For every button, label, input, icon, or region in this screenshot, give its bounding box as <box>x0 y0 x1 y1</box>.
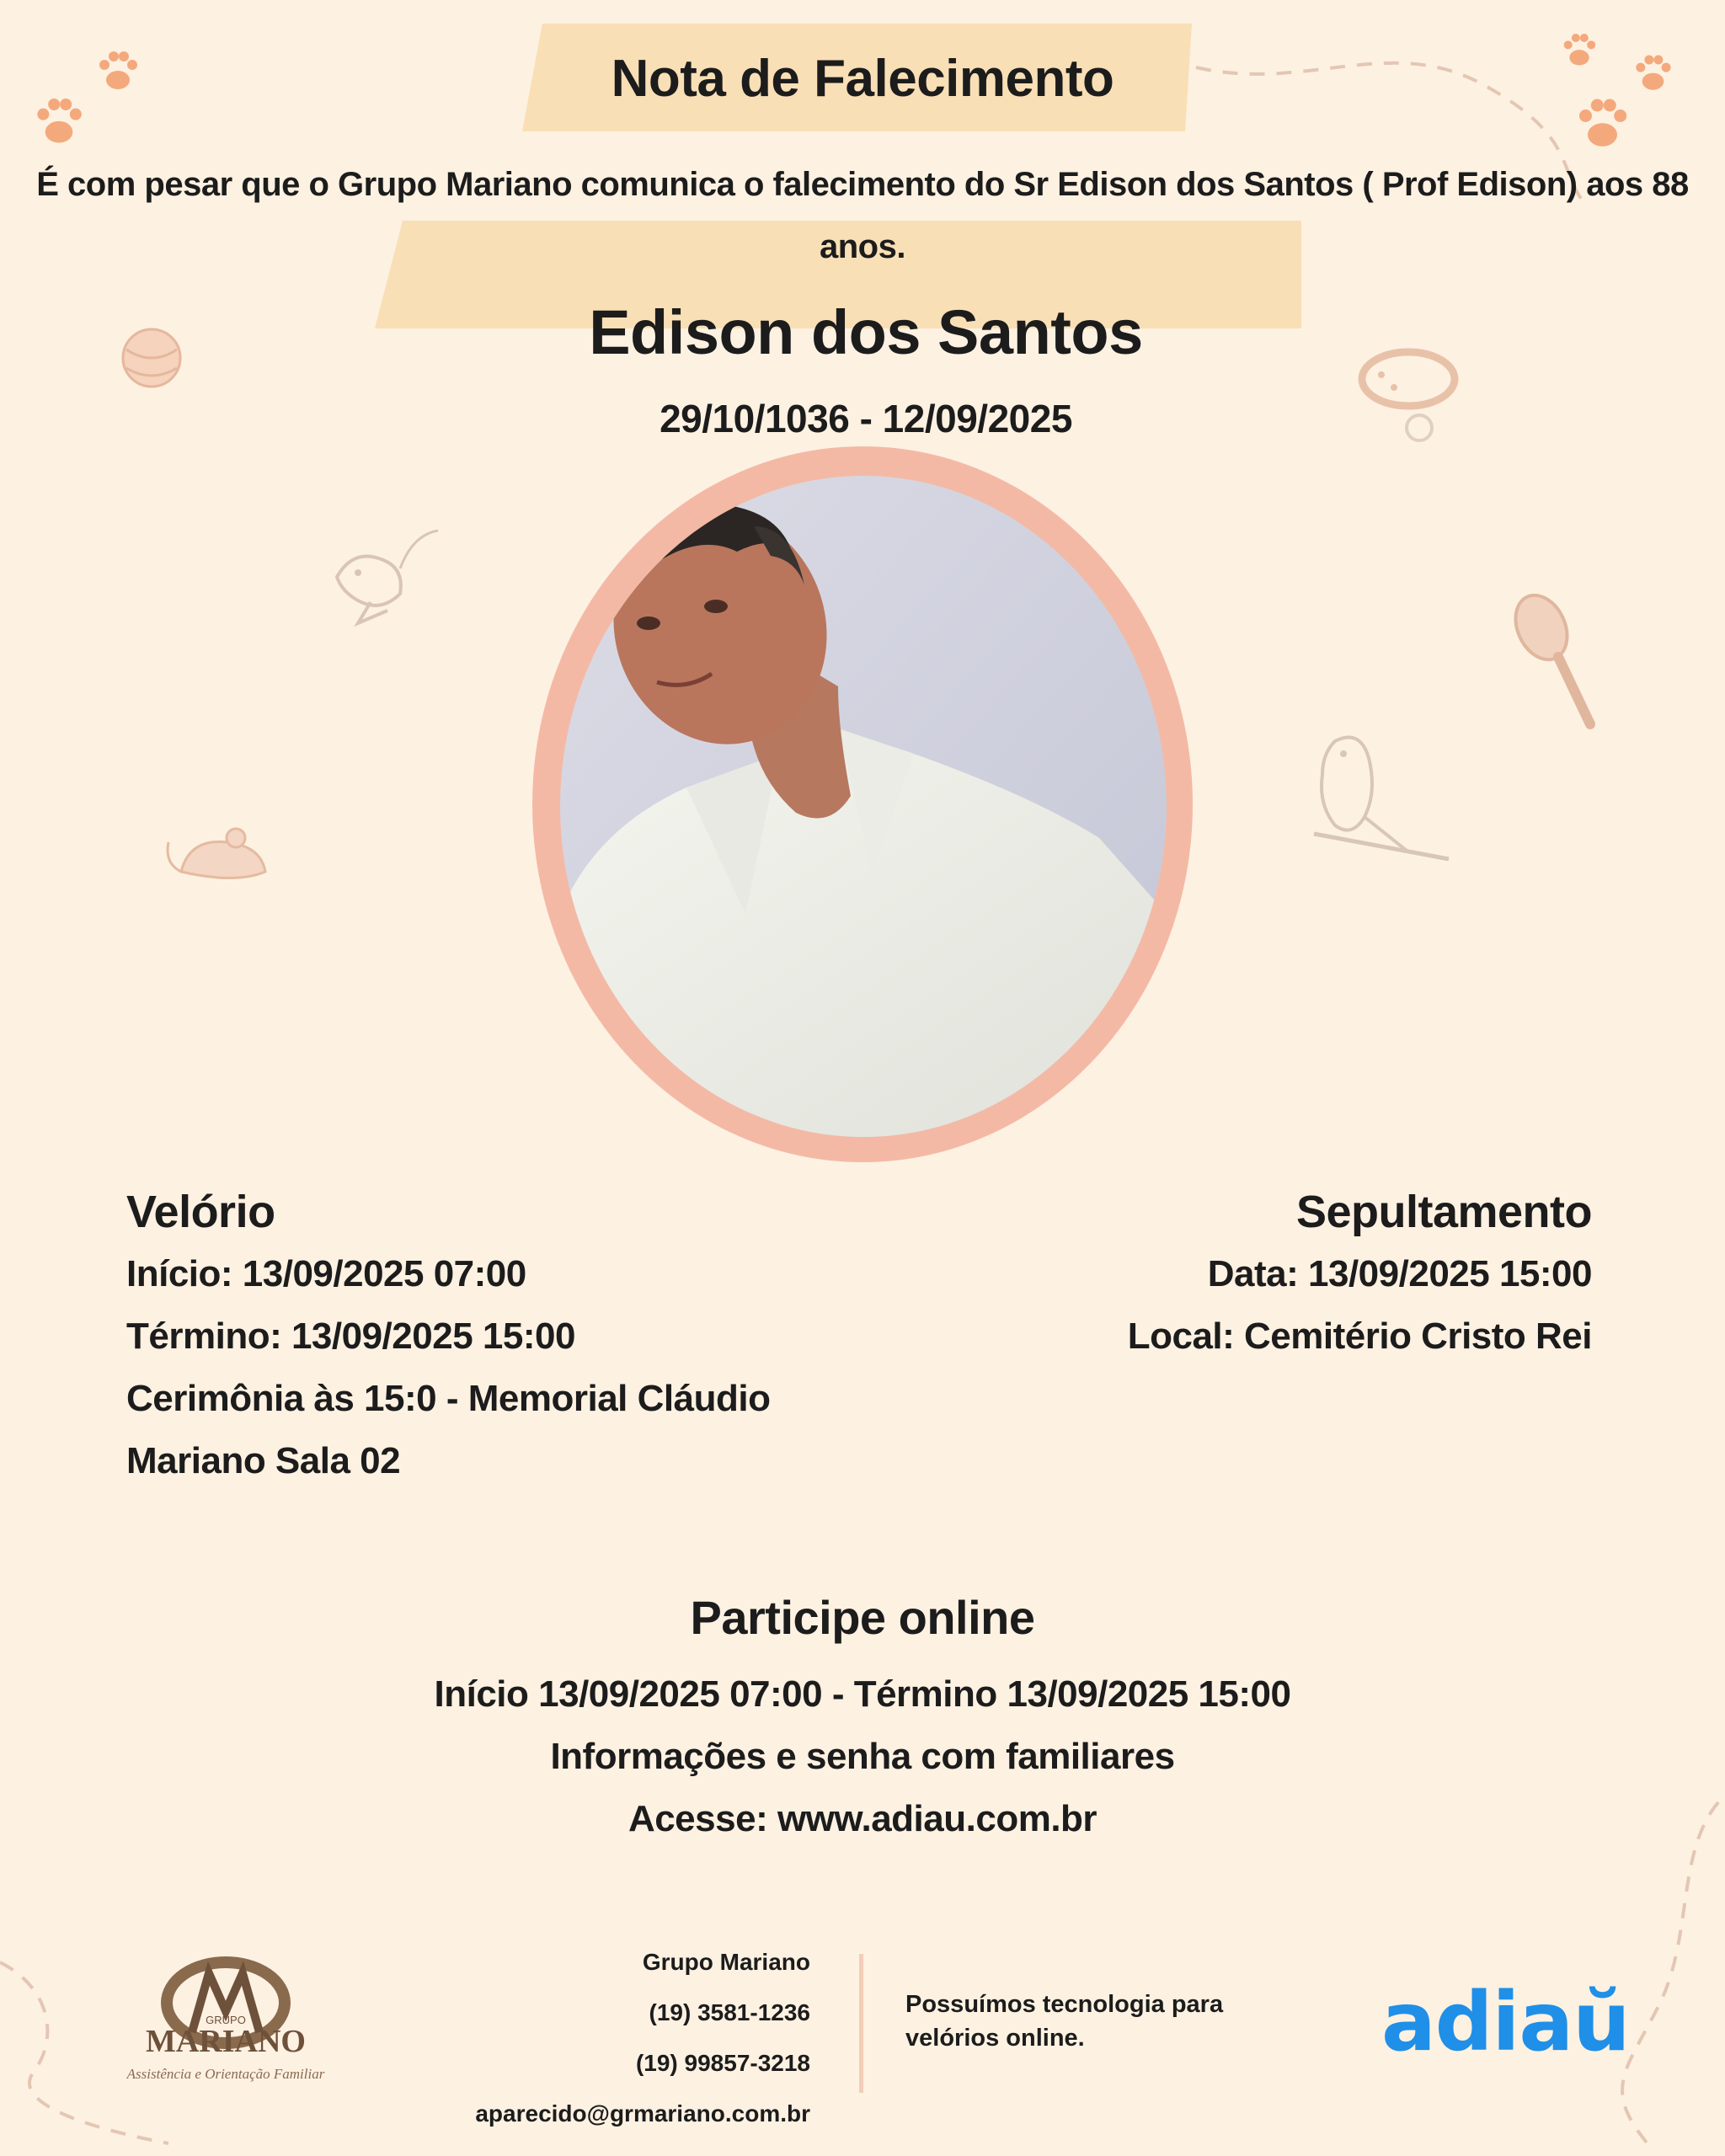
velorio-termino: Término: 13/09/2025 15:00 <box>126 1315 575 1357</box>
brush-icon <box>1508 590 1609 733</box>
intro-text: É com pesar que o Grupo Mariano comunica o falecimento do Sr Edison dos Santos ( Prof Edison) aos 88 anos. <box>36 166 1689 265</box>
phone-1[interactable]: (19) 3581-1236 <box>649 1999 810 2025</box>
phone-2[interactable]: (19) 99857-3218 <box>635 2050 810 2076</box>
footer-divider <box>859 1954 863 2093</box>
sepultamento-data: Data: 13/09/2025 15:00 <box>1207 1253 1592 1294</box>
deceased-photo <box>560 476 1167 1137</box>
velorio-cerimonia: Cerimônia às 15:0 - Memorial Cláudio <box>126 1378 771 1419</box>
email-link[interactable]: aparecido@grmariano.com.br <box>475 2100 810 2127</box>
sepultamento-title: Sepultamento <box>1295 1187 1592 1237</box>
sepultamento-local: Local: Cemitério Cristo Rei <box>1127 1315 1592 1357</box>
online-section <box>0 1590 1725 1850</box>
online-senha: Informações e senha com familiares <box>550 1736 1175 1777</box>
logo-mariano-text: MARIANO <box>146 2024 306 2059</box>
velorio-inicio: Início: 13/09/2025 07:00 <box>126 1253 526 1294</box>
velorio-title: Velório <box>126 1187 275 1237</box>
online-link[interactable]: Acesse: www.adiau.com.br <box>628 1798 1097 1839</box>
velorio-section <box>126 1186 884 1492</box>
velorio-sala: Mariano Sala 02 <box>126 1440 401 1481</box>
online-title: Participe online <box>690 1591 1035 1644</box>
company-name: Grupo Mariano <box>642 1949 810 1975</box>
tech-text: Possuímos tecnologia para velórios online. <box>905 1991 1224 2052</box>
logo-tagline-text: Assistência e Orientação Familiar <box>126 2066 325 2082</box>
mouse-icon <box>156 821 282 897</box>
page-title: Nota de Falecimento <box>611 50 1114 108</box>
contact-info <box>438 1937 810 2139</box>
sepultamento-section <box>834 1186 1592 1368</box>
adiau-logo: adiaŭ <box>1381 1975 1630 2069</box>
fish-icon <box>320 518 446 627</box>
deceased-name: Edison dos Santos <box>589 297 1143 367</box>
online-horario: Início 13/09/2025 07:00 - Término 13/09/2025 15:00 <box>434 1673 1291 1715</box>
bird-icon <box>1297 724 1466 893</box>
grupo-mariano-logo <box>99 1952 344 2095</box>
logo-grupo-text: GRUPO <box>206 2014 246 2026</box>
deceased-dates: 29/10/1036 - 12/09/2025 <box>660 397 1072 440</box>
